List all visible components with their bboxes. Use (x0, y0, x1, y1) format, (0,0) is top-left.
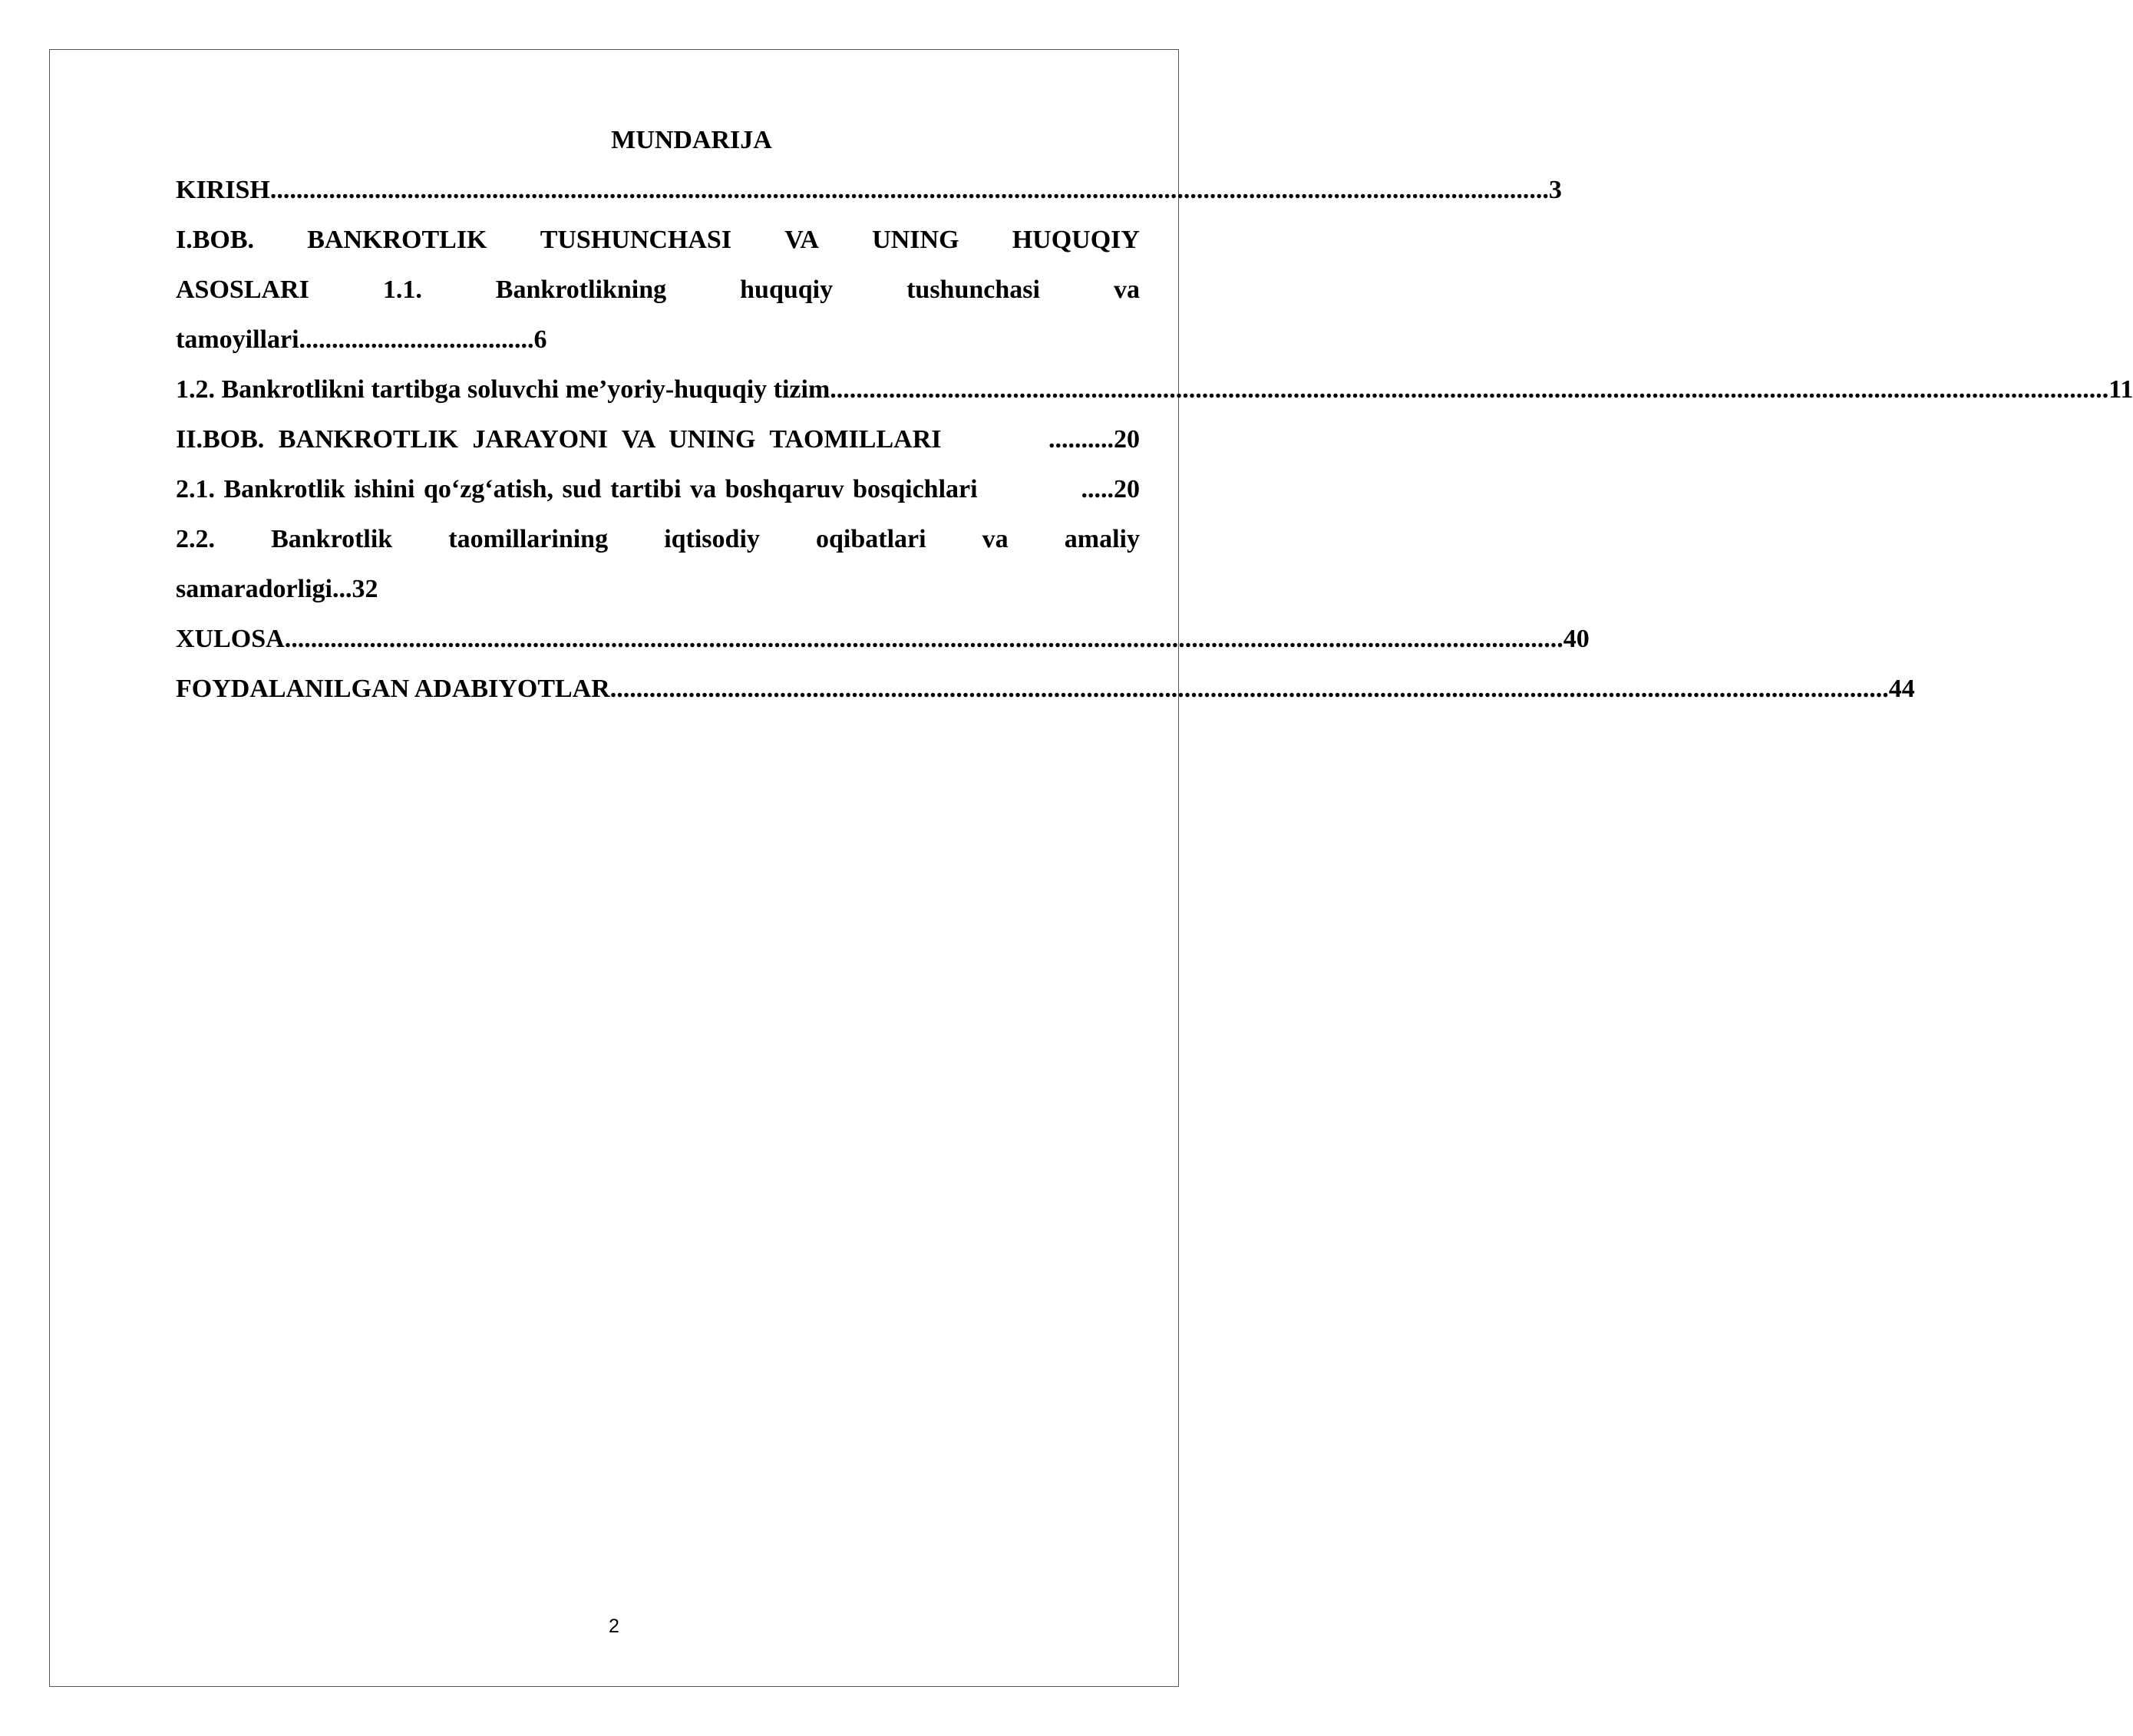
toc-word: amaliy (1064, 525, 1140, 553)
toc-entry-bob1-line3 (176, 315, 1140, 365)
toc-entry-page: 3 (1548, 176, 1562, 204)
toc-word: tushunchasi (906, 276, 1040, 304)
toc-word: UNING (872, 226, 959, 254)
toc-entry-page: 40 (1563, 625, 1590, 653)
toc-entry-tail (1048, 414, 1140, 464)
toc-entry-text: tamoyillari (176, 325, 299, 354)
toc-entry-page: 44 (1888, 675, 1915, 703)
toc-entry-text: II.BOB. BANKROTLIK JARAYONI VA UNING TAOMILLARI (176, 425, 942, 454)
toc-word: 1.1. (382, 276, 422, 304)
toc-entry-page: 11 (2108, 375, 2133, 404)
toc-word: ASOSLARI (176, 276, 309, 304)
toc-entry-adabiyotlar (176, 664, 1915, 714)
toc-entry-bob2 (176, 414, 1140, 464)
toc-word: huquqiy (740, 276, 834, 304)
toc-entry-text: 2.1. Bankrotlik ishini qo‘zg‘atish, sud tartibi va boshqaruv bosqichlari (176, 475, 978, 503)
dot-leader: .................................................................................................................................................................................................... (830, 375, 2109, 404)
toc-entry-page: 6 (533, 325, 547, 354)
toc-entry-tail (1081, 464, 1141, 514)
page-number: 2 (609, 1616, 619, 1637)
toc-word: I.BOB. (176, 226, 255, 254)
toc-entry-text: samaradorligi...32 (176, 575, 378, 603)
toc-entry-page: 20 (1114, 425, 1140, 454)
toc-word: va (982, 525, 1009, 553)
toc-entry-2-2-line2 (176, 564, 1140, 614)
dot-leader: .......... (1048, 425, 1114, 454)
toc-word: taomillarining (448, 525, 609, 553)
toc-word: BANKROTLIK (307, 226, 487, 254)
toc-entry-1-2 (176, 365, 2133, 414)
toc-word: TUSHUNCHASI (540, 226, 732, 254)
toc-word: VA (784, 226, 819, 254)
toc-word: 2.2. (176, 525, 215, 553)
dot-leader: ..... (1081, 475, 1114, 503)
toc-entry-bob1-line1 (176, 215, 1140, 265)
toc-entry-text: KIRISH (176, 176, 270, 204)
toc-word: oqibatlari (816, 525, 926, 553)
toc-title: MUNDARIJA (611, 126, 772, 154)
toc-entry-xulosa (176, 614, 1590, 664)
dot-leader: .................................................................................................................................................................................................... (269, 176, 1549, 204)
toc-entry-2-2-line1 (176, 514, 1140, 564)
table-of-contents (176, 115, 2133, 714)
dot-leader: .................................................................................................................................................................................................... (609, 675, 1889, 703)
toc-entry-text: XULOSA (176, 625, 285, 653)
toc-entry-text: 1.2. Bankrotlikni tartibga soluvchi me’yoriy-huquqiy tizim (176, 375, 830, 404)
toc-entry-text: FOYDALANILGAN ADABIYOTLAR (176, 675, 610, 703)
dot-leader: .................................... (299, 325, 534, 354)
toc-word: iqtisodiy (664, 525, 760, 553)
toc-entry-kirish (176, 165, 1562, 215)
dot-leader: .................................................................................................................................................................................................... (284, 625, 1563, 653)
toc-word: va (1113, 276, 1140, 304)
toc-entry-bob1-line2 (176, 265, 1140, 315)
toc-word: HUQUQIY (1012, 226, 1140, 254)
toc-word: Bankrotlik (271, 525, 393, 553)
toc-entry-2-1 (176, 464, 1140, 514)
toc-entry-page: 20 (1114, 475, 1140, 503)
toc-word: Bankrotlikning (495, 276, 667, 304)
